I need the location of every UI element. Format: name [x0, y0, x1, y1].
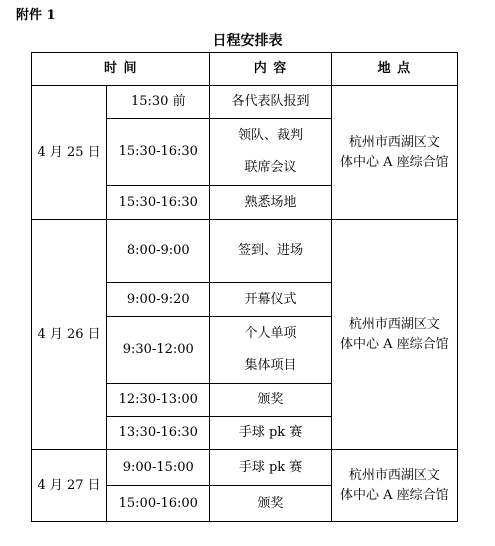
time-cell: 9:00-9:20: [107, 283, 210, 317]
header-content: 内 容: [210, 53, 331, 86]
content-cell: 颁奖: [210, 384, 331, 417]
header-time: 时 间: [32, 53, 210, 86]
content-cell: 开幕仪式: [210, 283, 331, 317]
date-cell: 4 月 27 日: [32, 450, 107, 522]
time-cell: 12:30-13:00: [107, 384, 210, 417]
place-line: 体中心 A 座综合馆: [340, 154, 449, 170]
place-cell: [331, 86, 457, 220]
place-line: 体中心 A 座综合馆: [340, 336, 449, 352]
content-cell: 熟悉场地: [210, 186, 331, 220]
time-cell: 8:00-9:00: [107, 220, 210, 283]
content-cell: 颁奖: [210, 486, 331, 522]
time-cell: 15:30-16:30: [107, 186, 210, 220]
place-cell: [331, 220, 457, 450]
place-cell: [331, 450, 457, 522]
content-line: 个人单项: [244, 326, 297, 341]
time-cell: 15:30-16:30: [107, 119, 210, 186]
time-cell: 15:30 前: [107, 86, 210, 119]
place-line: 杭州市西湖区文: [348, 134, 440, 150]
content-line: 集体项目: [244, 358, 297, 373]
content-cell: [210, 119, 331, 186]
time-cell: 15:00-16:00: [107, 486, 210, 522]
table-row: [32, 220, 458, 283]
place-line: 杭州市西湖区文: [348, 316, 440, 332]
content-cell: [210, 317, 331, 384]
content-cell: 手球 pk 赛: [210, 450, 331, 486]
document-title: 日程安排表: [212, 33, 283, 49]
content-cell: 各代表队报到: [210, 86, 331, 119]
date-cell: 4 月 25 日: [32, 86, 107, 220]
place-line: 杭州市西湖区文: [348, 467, 440, 483]
time-cell: 13:30-16:30: [107, 417, 210, 450]
content-cell: 手球 pk 赛: [210, 417, 331, 450]
header-place: 地 点: [331, 53, 457, 86]
schedule-table: [31, 52, 458, 522]
header-row: [32, 53, 458, 86]
content-line: 领队、裁判: [238, 128, 304, 143]
content-cell: 签到、进场: [210, 220, 331, 283]
time-cell: 9:30-12:00: [107, 317, 210, 384]
table-row: [32, 450, 458, 486]
time-cell: 9:00-15:00: [107, 450, 210, 486]
attachment-label: 附件 1: [16, 8, 56, 23]
place-line: 体中心 A 座综合馆: [340, 487, 449, 503]
content-line: 联席会议: [244, 160, 297, 175]
date-cell: 4 月 26 日: [32, 220, 107, 450]
table-row: [32, 86, 458, 119]
